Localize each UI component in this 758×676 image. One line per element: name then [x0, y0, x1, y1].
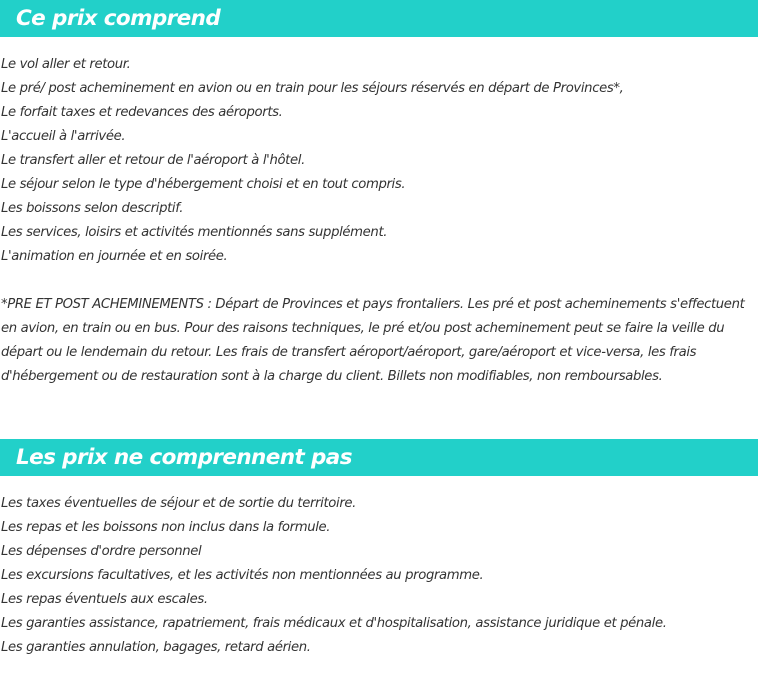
included-item: L'accueil à l'arrivée. — [1, 129, 126, 144]
included-item: Le transfert aller et retour de l'aéroport à l'hôtel. — [1, 153, 305, 168]
excluded-item: Les repas éventuels aux escales. — [1, 592, 208, 607]
included-item: Le vol aller et retour. — [1, 57, 131, 72]
included-item: Les services, loisirs et activités mentionnés sans supplément. — [1, 225, 388, 240]
included-item: L'animation en journée et en soirée. — [1, 249, 228, 264]
excluded-item: Les dépenses d'ordre personnel — [1, 544, 202, 559]
included-item: Le forfait taxes et redevances des aéroports. — [1, 105, 283, 120]
excluded-item: Les taxes éventuelles de séjour et de sortie du territoire. — [1, 496, 357, 511]
included-item: Le pré/ post acheminement en avion ou en train pour les séjours réservés en départ de Provinces*, — [1, 81, 624, 96]
included-section-header — [0, 0, 758, 37]
excluded-section-title: Les prix ne comprennent pas — [16, 445, 352, 470]
transfer-footnote: *PRE ET POST ACHEMINEMENTS : Départ de Provinces et pays frontaliers. Les pré et post acheminements s'effectuent en avion, en train ou en bus. Pour des raisons techniques, le pré et/ou post acheminement peut se faire la veille du départ ou le lendemain du retour. Les frais de transfert aéroport/aéroport, gare/aéroport et vice-versa, les frais d'hébergement ou de restauration sont à la charge du client. Billets non modifiables, non remboursables. — [1, 297, 745, 384]
excluded-items-list — [1, 492, 757, 660]
excluded-item: Les garanties annulation, bagages, retard aérien. — [1, 640, 311, 655]
included-item: Les boissons selon descriptif. — [1, 201, 184, 216]
excluded-item: Les garanties assistance, rapatriement, frais médicaux et d'hospitalisation, assistance juridique et pénale. — [1, 616, 667, 631]
included-item: Le séjour selon le type d'hébergement choisi et en tout compris. — [1, 177, 406, 192]
included-items-list — [1, 53, 757, 269]
excluded-section-header — [0, 439, 758, 476]
included-section-title: Ce prix comprend — [16, 6, 221, 31]
excluded-item: Les excursions facultatives, et les activités non mentionnées au programme. — [1, 568, 484, 583]
excluded-item: Les repas et les boissons non inclus dans la formule. — [1, 520, 331, 535]
